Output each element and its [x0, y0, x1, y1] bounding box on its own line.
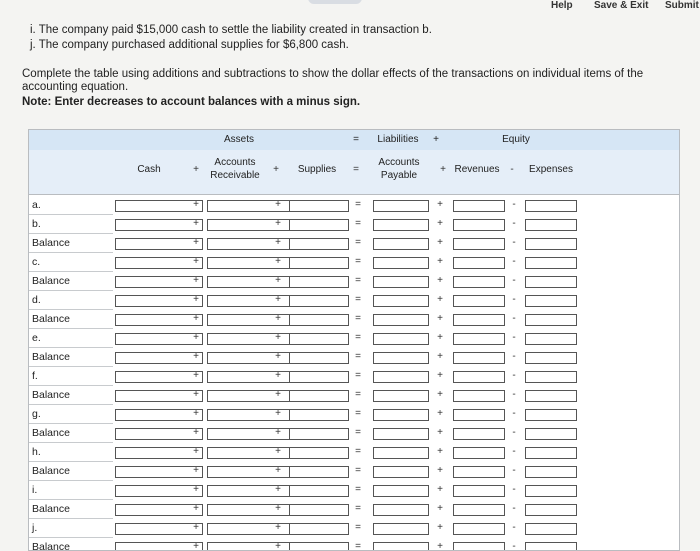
accounts-payable-input[interactable]	[373, 257, 429, 269]
plus-sign: +	[193, 541, 199, 551]
row-divider	[29, 366, 113, 367]
row-divider	[29, 499, 113, 500]
minus-sign: -	[512, 199, 516, 210]
supplies-input[interactable]	[289, 409, 349, 421]
instructions-text-1: Complete the table using additions and subtractions to show the dollar effects of the transactions on individual items of the	[22, 68, 644, 80]
transaction-j-text: j. The company purchased additional supplies for $6,800 cash.	[30, 39, 349, 51]
plus-sign: +	[193, 199, 199, 210]
row-label: e.	[32, 332, 41, 344]
row-label: g.	[32, 408, 41, 420]
minus-sign: -	[512, 389, 516, 400]
equals-sign: =	[353, 164, 359, 175]
equals-sign: =	[355, 237, 361, 248]
plus-header: +	[433, 134, 439, 145]
plus-sign: +	[275, 218, 281, 229]
plus-sign: +	[193, 164, 199, 175]
plus-sign: +	[193, 522, 199, 533]
plus-sign: +	[275, 446, 281, 457]
row-label: i.	[32, 484, 38, 496]
plus-sign: +	[275, 389, 281, 400]
minus-sign: -	[512, 484, 516, 495]
supplies-input[interactable]	[289, 390, 349, 402]
row-label: Balance	[32, 351, 70, 363]
row-divider	[29, 461, 113, 462]
row-label: b.	[32, 218, 41, 230]
minus-sign: -	[512, 275, 516, 286]
top-toolbar	[0, 0, 700, 14]
equals-sign: =	[355, 484, 361, 495]
plus-sign: +	[193, 294, 199, 305]
supplies-input[interactable]	[289, 371, 349, 383]
row-divider	[29, 537, 113, 538]
revenues-input[interactable]	[453, 295, 505, 307]
minus-sign: -	[512, 256, 516, 267]
revenues-input[interactable]	[453, 314, 505, 326]
plus-sign: +	[437, 332, 443, 343]
plus-sign: +	[437, 256, 443, 267]
supplies-input[interactable]	[289, 485, 349, 497]
accounts-payable-input[interactable]	[373, 485, 429, 497]
row-label: Balance	[32, 389, 70, 401]
equals-sign: =	[355, 503, 361, 514]
accounts-receivable-header-1: Accounts	[214, 157, 256, 168]
plus-sign: +	[437, 199, 443, 210]
minus-sign: -	[512, 427, 516, 438]
equals-sign: =	[355, 541, 361, 551]
revenues-input[interactable]	[453, 390, 505, 402]
plus-sign: +	[275, 370, 281, 381]
row-label: d.	[32, 294, 41, 306]
revenues-input[interactable]	[453, 333, 505, 345]
equals-sign: =	[355, 256, 361, 267]
row-divider	[29, 309, 113, 310]
expenses-input[interactable]	[525, 428, 577, 440]
row-label: j.	[32, 522, 38, 534]
plus-sign: +	[440, 164, 446, 175]
revenues-input[interactable]	[453, 257, 505, 269]
transaction-i-text: i. The company paid $15,000 cash to settle the liability created in transaction b.	[30, 24, 432, 36]
row-label: Balance	[32, 503, 70, 515]
plus-sign: +	[275, 351, 281, 362]
row-divider	[29, 328, 113, 329]
revenues-input[interactable]	[453, 276, 505, 288]
minus-sign: -	[512, 294, 516, 305]
row-divider	[29, 347, 113, 348]
minus-sign: -	[512, 332, 516, 343]
expenses-input[interactable]	[525, 523, 577, 535]
cash-column-header: Cash	[137, 164, 161, 175]
accounts-payable-input[interactable]	[373, 295, 429, 307]
row-divider	[29, 271, 113, 272]
plus-sign: +	[437, 465, 443, 476]
instructions-text-2: accounting equation.	[22, 81, 129, 93]
supplies-input[interactable]	[289, 257, 349, 269]
revenues-input[interactable]	[453, 485, 505, 497]
plus-sign: +	[193, 275, 199, 286]
plus-sign: +	[437, 541, 443, 551]
row-divider	[29, 518, 113, 519]
revenues-input[interactable]	[453, 238, 505, 250]
expenses-input[interactable]	[525, 542, 577, 551]
plus-sign: +	[193, 313, 199, 324]
plus-sign: +	[275, 465, 281, 476]
supplies-input[interactable]	[289, 352, 349, 364]
plus-sign: +	[275, 503, 281, 514]
row-label: Balance	[32, 275, 70, 287]
plus-sign: +	[275, 199, 281, 210]
equals-sign: =	[355, 351, 361, 362]
supplies-input[interactable]	[289, 238, 349, 250]
equals-sign: =	[355, 332, 361, 343]
equals-sign: =	[355, 427, 361, 438]
plus-sign: +	[275, 522, 281, 533]
accounts-payable-input[interactable]	[373, 352, 429, 364]
revenues-input[interactable]	[453, 428, 505, 440]
plus-sign: +	[437, 218, 443, 229]
accounts-payable-input[interactable]	[373, 523, 429, 535]
expenses-input[interactable]	[525, 295, 577, 307]
equals-sign: =	[355, 294, 361, 305]
revenues-input[interactable]	[453, 219, 505, 231]
help-button[interactable]: Help	[551, 0, 573, 11]
plus-sign: +	[193, 427, 199, 438]
equals-sign: =	[355, 313, 361, 324]
plus-sign: +	[437, 313, 443, 324]
accounts-payable-input[interactable]	[373, 466, 429, 478]
plus-sign: +	[193, 408, 199, 419]
supplies-input[interactable]	[289, 314, 349, 326]
minus-sign: -	[512, 237, 516, 248]
expenses-input[interactable]	[525, 276, 577, 288]
plus-sign: +	[273, 164, 279, 175]
supplies-input[interactable]	[289, 447, 349, 459]
save-exit-button[interactable]: Save & Exit	[594, 0, 649, 11]
plus-sign: +	[275, 256, 281, 267]
row-divider	[29, 442, 113, 443]
accounts-payable-input[interactable]	[373, 447, 429, 459]
minus-sign: -	[512, 408, 516, 419]
plus-sign: +	[437, 446, 443, 457]
plus-sign: +	[193, 389, 199, 400]
plus-sign: +	[193, 351, 199, 362]
minus-sign: -	[512, 465, 516, 476]
equals-sign: =	[355, 446, 361, 457]
assets-header: Assets	[223, 134, 254, 145]
equals-sign: =	[355, 370, 361, 381]
plus-sign: +	[275, 313, 281, 324]
row-divider	[29, 480, 113, 481]
plus-sign: +	[437, 237, 443, 248]
revenues-input[interactable]	[453, 352, 505, 364]
plus-sign: +	[193, 218, 199, 229]
expenses-input[interactable]	[525, 447, 577, 459]
equals-sign: =	[355, 199, 361, 210]
plus-sign: +	[437, 294, 443, 305]
plus-sign: +	[193, 370, 199, 381]
plus-sign: +	[193, 446, 199, 457]
row-divider	[29, 385, 113, 386]
revenues-input[interactable]	[453, 200, 505, 212]
revenues-input[interactable]	[453, 542, 505, 551]
revenues-input[interactable]	[453, 371, 505, 383]
plus-sign: +	[275, 237, 281, 248]
row-divider	[29, 214, 113, 215]
row-label: a.	[32, 199, 41, 211]
row-label: f.	[32, 370, 38, 382]
row-label: Balance	[32, 313, 70, 325]
equals-sign: =	[355, 389, 361, 400]
accounts-payable-input[interactable]	[373, 200, 429, 212]
plus-sign: +	[275, 541, 281, 551]
plus-sign: +	[437, 370, 443, 381]
revenues-input[interactable]	[453, 409, 505, 421]
plus-sign: +	[193, 503, 199, 514]
plus-sign: +	[437, 427, 443, 438]
accounts-payable-input[interactable]	[373, 314, 429, 326]
plus-sign: +	[193, 237, 199, 248]
expenses-input[interactable]	[525, 219, 577, 231]
equity-header: Equity	[502, 134, 530, 145]
expenses-input[interactable]	[525, 390, 577, 402]
expenses-input[interactable]	[525, 257, 577, 269]
plus-sign: +	[275, 484, 281, 495]
expenses-input[interactable]	[525, 485, 577, 497]
row-divider	[29, 252, 113, 253]
plus-sign: +	[275, 332, 281, 343]
row-divider	[29, 233, 113, 234]
minus-sign: -	[512, 541, 516, 551]
minus-sign: -	[512, 218, 516, 229]
expenses-column-header: Expenses	[529, 164, 573, 175]
note-text: Note: Enter decreases to account balances with a minus sign.	[22, 96, 361, 108]
plus-sign: +	[275, 408, 281, 419]
revenues-input[interactable]	[453, 466, 505, 478]
minus-sign: -	[512, 522, 516, 533]
plus-sign: +	[437, 408, 443, 419]
row-divider	[29, 290, 113, 291]
supplies-input[interactable]	[289, 523, 349, 535]
plus-sign: +	[437, 484, 443, 495]
equals-sign: =	[355, 275, 361, 286]
minus-sign: -	[512, 313, 516, 324]
plus-sign: +	[437, 522, 443, 533]
equals-sign: =	[355, 522, 361, 533]
expenses-input[interactable]	[525, 504, 577, 516]
minus-sign: -	[512, 351, 516, 362]
accounts-receivable-header-2: Receivable	[210, 170, 260, 181]
saved-indicator	[308, 0, 362, 4]
equals-sign: =	[355, 465, 361, 476]
accounts-payable-input[interactable]	[373, 219, 429, 231]
row-divider	[29, 423, 113, 424]
expenses-input[interactable]	[525, 314, 577, 326]
accounts-payable-header-2: Payable	[380, 170, 418, 181]
expenses-input[interactable]	[525, 352, 577, 364]
supplies-input[interactable]	[289, 295, 349, 307]
plus-sign: +	[275, 275, 281, 286]
equals-header: =	[353, 134, 359, 145]
row-label: Balance	[32, 237, 70, 249]
plus-sign: +	[437, 389, 443, 400]
plus-sign: +	[193, 256, 199, 267]
accounting-equation-table	[28, 129, 680, 551]
supplies-input[interactable]	[289, 276, 349, 288]
row-label: Balance	[32, 541, 70, 551]
revenues-input[interactable]	[453, 447, 505, 459]
row-label: Balance	[32, 465, 70, 477]
accounts-payable-input[interactable]	[373, 390, 429, 402]
supplies-input[interactable]	[289, 333, 349, 345]
minus-sign: -	[512, 370, 516, 381]
plus-sign: +	[275, 294, 281, 305]
liabilities-header: Liabilities	[377, 134, 419, 145]
plus-sign: +	[437, 275, 443, 286]
expenses-input[interactable]	[525, 200, 577, 212]
plus-sign: +	[193, 484, 199, 495]
plus-sign: +	[437, 351, 443, 362]
expenses-input[interactable]	[525, 466, 577, 478]
minus-sign: -	[512, 503, 516, 514]
supplies-input[interactable]	[289, 466, 349, 478]
submit-button[interactable]: Submit	[665, 0, 699, 11]
plus-sign: +	[275, 427, 281, 438]
supplies-column-header: Supplies	[297, 164, 337, 175]
minus-sign: -	[512, 446, 516, 457]
supplies-input[interactable]	[289, 200, 349, 212]
plus-sign: +	[193, 332, 199, 343]
supplies-input[interactable]	[289, 542, 349, 551]
accounts-payable-input[interactable]	[373, 333, 429, 345]
plus-sign: +	[193, 465, 199, 476]
accounts-payable-input[interactable]	[373, 409, 429, 421]
accounts-payable-header-1: Accounts	[378, 157, 420, 168]
expenses-input[interactable]	[525, 238, 577, 250]
row-divider	[29, 404, 113, 405]
accounts-payable-input[interactable]	[373, 238, 429, 250]
equals-sign: =	[355, 408, 361, 419]
revenues-column-header: Revenues	[454, 164, 500, 175]
row-label: c.	[32, 256, 41, 268]
accounts-payable-input[interactable]	[373, 428, 429, 440]
accounts-payable-input[interactable]	[373, 276, 429, 288]
accounts-payable-input[interactable]	[373, 504, 429, 516]
group-header-row	[29, 130, 679, 151]
row-label: Balance	[32, 427, 70, 439]
expenses-input[interactable]	[525, 333, 577, 345]
expenses-input[interactable]	[525, 409, 577, 421]
revenues-input[interactable]	[453, 504, 505, 516]
expenses-input[interactable]	[525, 371, 577, 383]
accounts-payable-input[interactable]	[373, 371, 429, 383]
plus-sign: +	[437, 503, 443, 514]
row-label: h.	[32, 446, 41, 458]
minus-sign: -	[510, 164, 514, 175]
equals-sign: =	[355, 218, 361, 229]
column-header-row	[29, 150, 679, 195]
accounts-payable-input[interactable]	[373, 542, 429, 551]
revenues-input[interactable]	[453, 523, 505, 535]
supplies-input[interactable]	[289, 219, 349, 231]
supplies-input[interactable]	[289, 504, 349, 516]
supplies-input[interactable]	[289, 428, 349, 440]
